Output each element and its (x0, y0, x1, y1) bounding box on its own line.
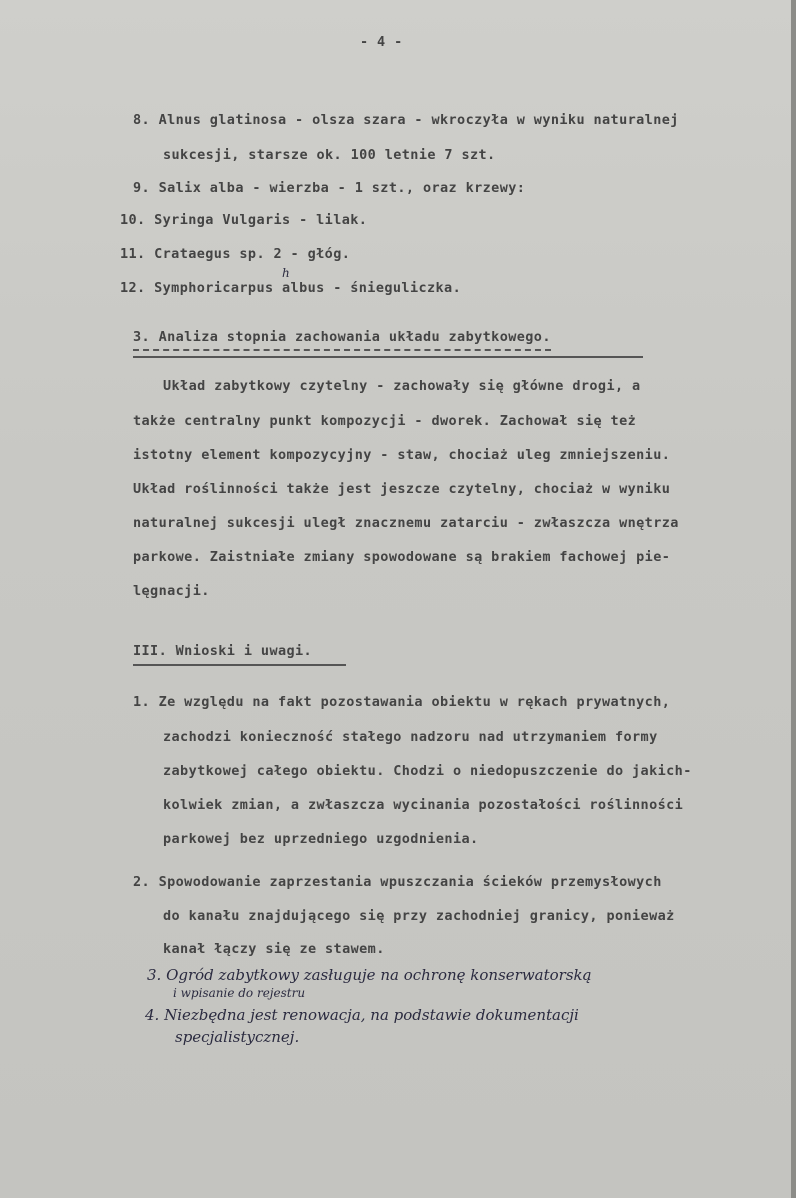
plant-item-8-line2: sukcesji, starsze ok. 100 letnie 7 szt. (163, 147, 496, 163)
page-number: - 4 - (360, 34, 403, 50)
section-iii-heading: III. Wnioski i uwagi. (133, 643, 313, 659)
plant-item-10: 10. Syringa Vulgaris - lilak. (120, 212, 368, 228)
section-3-text-line5: naturalnej sukcesji uległ znacznemu zatarciu - zwłaszcza wnętrza (133, 515, 679, 531)
handwritten-note-4-line1: 4. Niezbędna jest renowacja, na podstawie dokumentacji (145, 1006, 579, 1024)
section-3-text-line2: także centralny punkt kompozycji - dworek. Zachował się też (133, 413, 637, 429)
handwritten-note-4-line2: specjalistycznej. (175, 1028, 300, 1046)
section-3-text-line4: Układ roślinności także jest jeszcze czytelny, chociaż w wyniku (133, 481, 671, 497)
handwritten-note-3-line2: i wpisanie do rejestru (173, 986, 306, 1000)
conclusion-2-line3: kanał łączy się ze stawem. (163, 941, 385, 957)
plant-item-12: 12. Symphoricarpus albus - śnieguliczka. (120, 280, 462, 296)
handwritten-correction-mark: h (282, 266, 290, 280)
handwritten-note-3-line1: 3. Ogród zabytkowy zasługuje na ochronę konserwatorską (147, 966, 592, 984)
conclusion-1-line4: kolwiek zmian, a zwłaszcza wycinania pozostałości roślinności (163, 797, 684, 813)
plant-item-11: 11. Crataegus sp. 2 - głóg. (120, 246, 351, 262)
section-iii-underline (133, 664, 346, 666)
section-3-text-line6: parkowe. Zaistniałe zmiany spowodowane są brakiem fachowej pie- (133, 549, 671, 565)
section-3-text-line3: istotny element kompozycyjny - staw, chociaż uleg zmniejszeniu. (133, 447, 671, 463)
section-3-heading: 3. Analiza stopnia zachowania układu zabytkowego. (133, 329, 551, 351)
conclusion-2-line2: do kanału znajdującego się przy zachodniej granicy, ponieważ (163, 908, 675, 924)
page-edge-shadow (791, 0, 796, 1198)
conclusion-1-line5: parkowej bez uprzedniego uzgodnienia. (163, 831, 479, 847)
conclusion-1-line3: zabytkowej całego obiektu. Chodzi o niedopuszczenie do jakich- (163, 763, 692, 779)
conclusion-2-line1: 2. Spowodowanie zaprzestania wpuszczania ścieków przemysłowych (133, 874, 662, 890)
plant-item-9: 9. Salix alba - wierzba - 1 szt., oraz krzewy: (133, 180, 526, 196)
plant-item-8-line1: 8. Alnus glatinosa - olsza szara - wkroczyła w wyniku naturalnej (133, 112, 679, 128)
section-3-text-line1: Układ zabytkowy czytelny - zachowały się główne drogi, a (163, 378, 641, 394)
conclusion-1-line1: 1. Ze względu na fakt pozostawania obiektu w rękach prywatnych, (133, 694, 671, 710)
conclusion-1-line2: zachodzi konieczność stałego nadzoru nad utrzymaniem formy (163, 729, 658, 745)
section-3-underline (133, 356, 643, 358)
section-3-text-line7: lęgnacji. (133, 583, 210, 599)
